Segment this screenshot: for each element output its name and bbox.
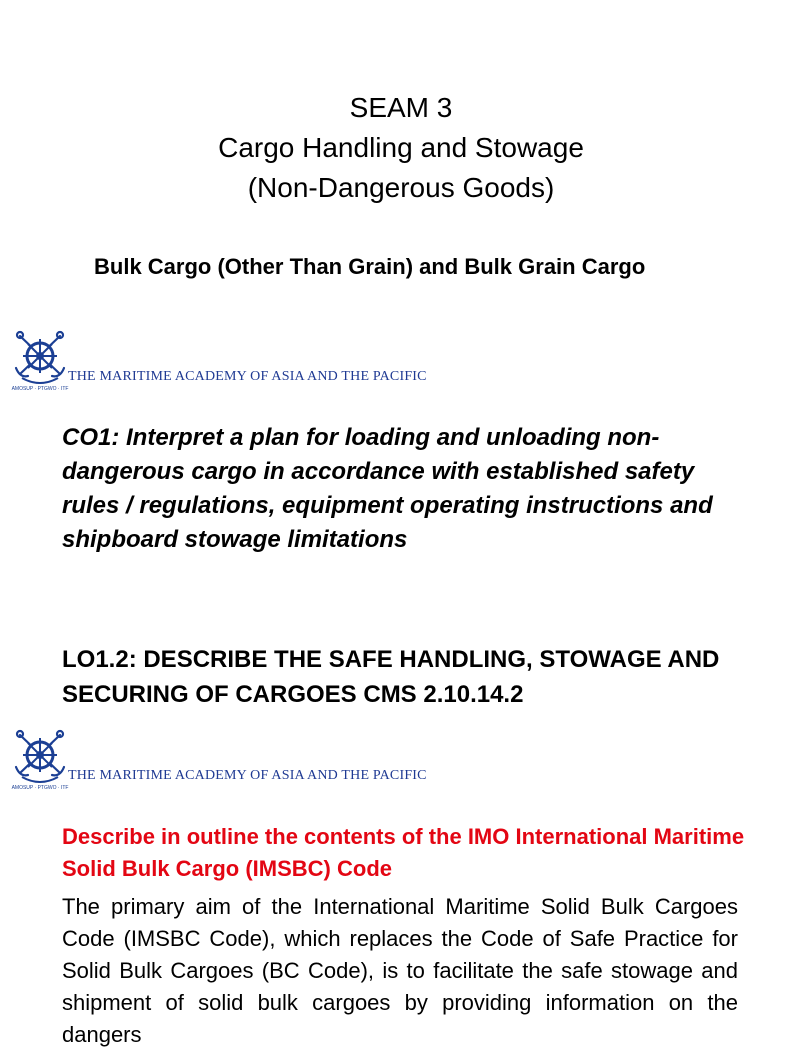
title-line-scope: (Non-Dangerous Goods) — [247, 172, 555, 203]
title-slide — [0, 0, 768, 325]
academy-name: THE MARITIME ACADEMY OF ASIA AND THE PACIFIC — [68, 369, 427, 384]
academy-header — [12, 729, 612, 793]
academy-name: THE MARITIME ACADEMY OF ASIA AND THE PACIFIC — [68, 768, 427, 783]
title-line-topic: Cargo Handling and Stowage — [218, 132, 584, 163]
imsbc-body-text: The primary aim of the International Maritime Solid Bulk Cargoes Code (IMSBC Code), which replaces the Code of Safe Practice for Solid Bulk Cargoes (BC Code), is to facilitate the safe stowage and shipment of solid bulk cargoes by providing information on the dangers — [62, 894, 738, 1047]
svg-text:AMOSUP · PTGWO · ITF: AMOSUP · PTGWO · ITF — [11, 386, 69, 392]
course-outcome: CO1: Interpret a plan for loading and unloading non-dangerous cargo in accordance with established safety rules / regulations, equipment operating instructions and shipboard stowage limitations — [62, 424, 713, 553]
maritime-academy-logo-icon — [12, 330, 68, 392]
learning-outcome: LO1.2: DESCRIBE THE SAFE HANDLING, STOWAGE AND SECURING OF CARGOES CMS 2.10.14.2 — [62, 646, 720, 708]
slide-title — [0, 88, 802, 208]
imsbc-slide — [0, 724, 768, 1047]
slide-subtitle: Bulk Cargo (Other Than Grain) and Bulk Grain Cargo — [94, 254, 646, 279]
svg-text:AMOSUP · PTGWO · ITF: AMOSUP · PTGWO · ITF — [11, 785, 69, 791]
title-line-course: SEAM 3 — [349, 92, 453, 123]
maritime-academy-logo-icon — [12, 729, 68, 791]
objectives-slide — [0, 325, 768, 723]
imsbc-heading: Describe in outline the contents of the IMO International Maritime Solid Bulk Cargo (IMSBC) Code — [62, 824, 745, 881]
academy-header — [12, 330, 612, 394]
